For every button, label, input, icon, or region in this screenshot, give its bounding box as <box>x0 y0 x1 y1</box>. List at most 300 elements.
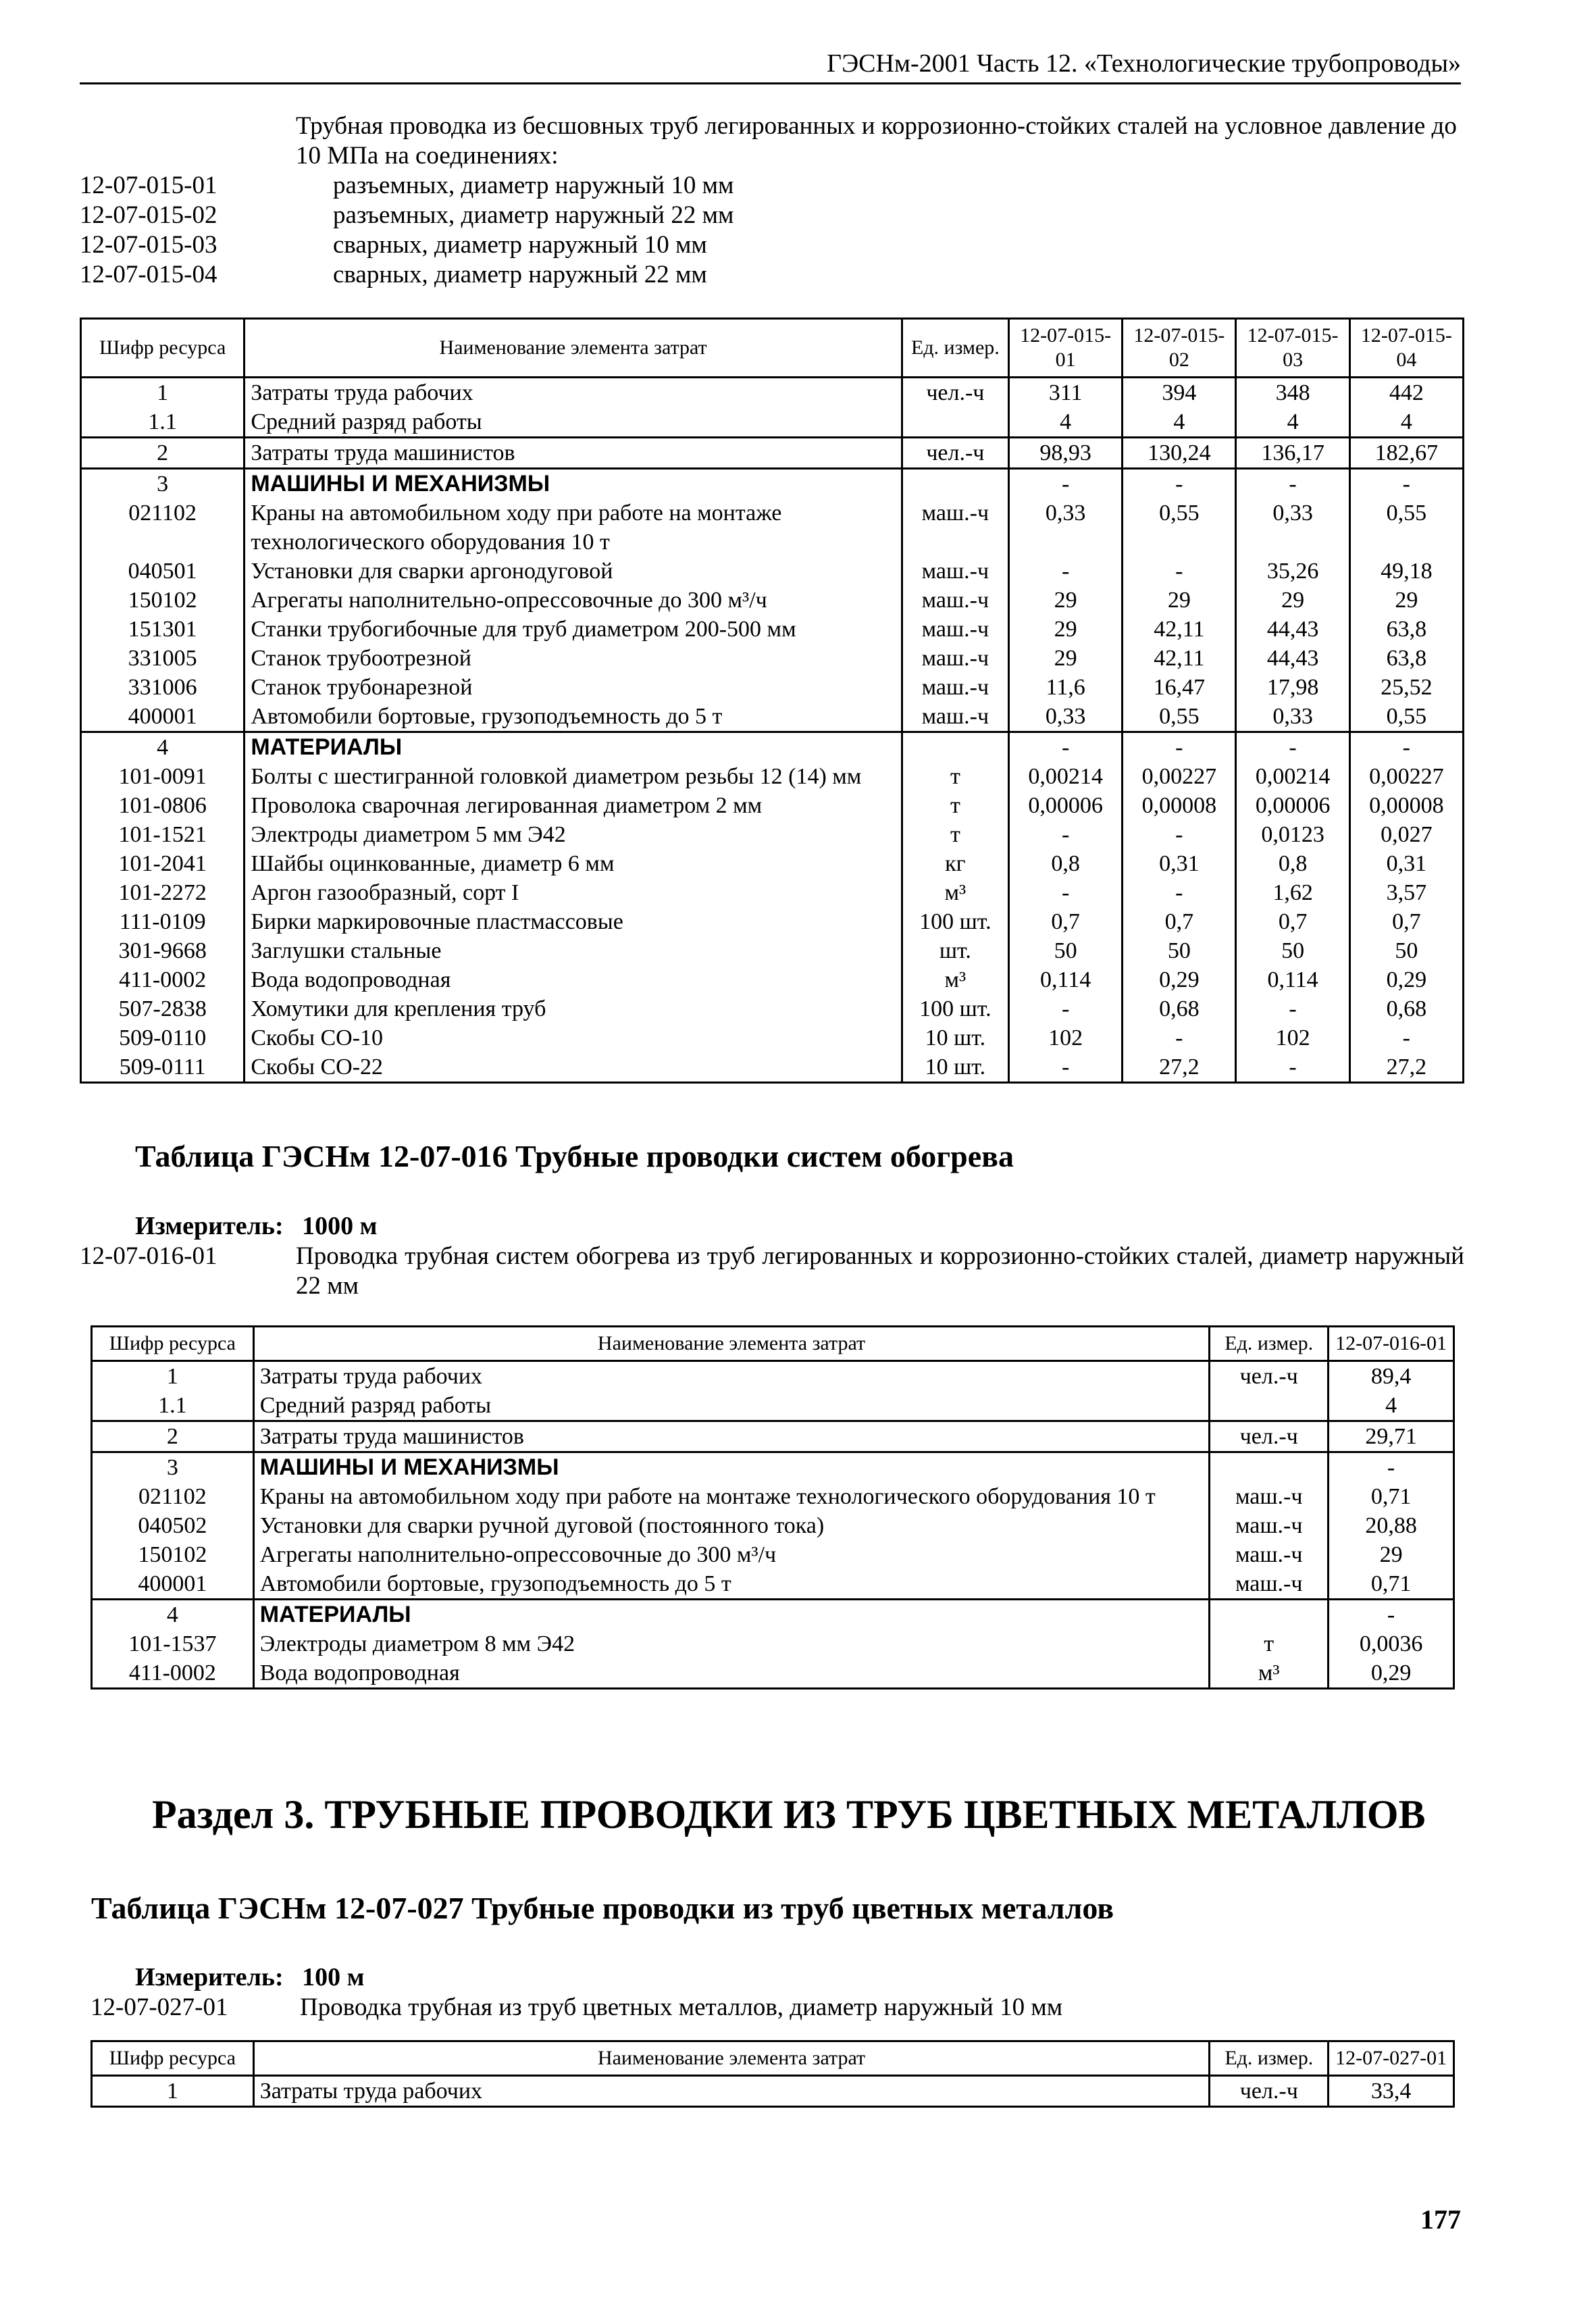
resource-code: 021102 <box>92 1482 254 1511</box>
cost-element-name: Краны на автомобильном ходу при работе на монтаже технологического оборудования 10 т <box>244 499 902 557</box>
column-header: Ед. измер. <box>902 319 1008 378</box>
resource-code: 301-9668 <box>81 936 244 965</box>
unit-of-measure: маш.-ч <box>902 702 1008 732</box>
resource-code: 1.1 <box>92 1391 254 1421</box>
table-row <box>81 791 1464 820</box>
column-header: 12-07-015-04 <box>1349 319 1463 378</box>
norm-value: 35,26 <box>1236 557 1349 586</box>
cost-element-name: МАШИНЫ И МЕХАНИЗМЫ <box>253 1452 1210 1483</box>
norm-value: 63,8 <box>1349 644 1463 673</box>
variant-desc: Проводка трубная систем обогрева из труб легированных и коррозионно-стойких сталей, диаметр наружный 22 мм <box>296 1242 1464 1300</box>
norm-value: - <box>1329 1452 1454 1483</box>
norm-value: 348 <box>1236 378 1349 408</box>
unit-of-measure: маш.-ч <box>1210 1482 1329 1511</box>
resource-code: 3 <box>92 1452 254 1483</box>
norm-value: 29 <box>1008 586 1122 615</box>
resource-code: 101-0806 <box>81 791 244 820</box>
norm-value: 25,52 <box>1349 673 1463 702</box>
norm-value: 311 <box>1008 378 1122 408</box>
unit-of-measure: м³ <box>902 965 1008 994</box>
unit-of-measure: 100 шт. <box>902 994 1008 1023</box>
unit-of-measure: чел.-ч <box>1210 1421 1329 1452</box>
cost-element-name: Заглушки стальные <box>244 936 902 965</box>
unit-of-measure: маш.-ч <box>1210 1569 1329 1600</box>
norm-value: - <box>1008 469 1122 499</box>
column-header: 12-07-015-02 <box>1123 319 1236 378</box>
resource-code: 1 <box>92 1361 254 1392</box>
column-header: Ед. измер. <box>1210 2041 1329 2076</box>
resource-code: 1 <box>92 2076 254 2107</box>
table-header-row <box>92 2041 1454 2076</box>
norm-value: 0,31 <box>1349 849 1463 878</box>
column-header: Наименование элемента затрат <box>253 1327 1210 1361</box>
table-body <box>81 378 1464 1083</box>
unit-of-measure: чел.-ч <box>1210 2076 1329 2107</box>
unit-of-measure <box>1210 1452 1329 1483</box>
norm-value: 0,33 <box>1236 702 1349 732</box>
table-12-07-015 <box>80 317 1464 1084</box>
norm-value: 29 <box>1008 644 1122 673</box>
table-row <box>92 1629 1454 1658</box>
cost-element-name: Скобы СО-10 <box>244 1023 902 1052</box>
norm-value: 20,88 <box>1329 1511 1454 1540</box>
cost-element-name: Затраты труда машинистов <box>244 438 902 469</box>
unit-of-measure <box>1210 1391 1329 1421</box>
column-header: 12-07-015-03 <box>1236 319 1349 378</box>
norm-value: - <box>1123 732 1236 763</box>
resource-code: 1.1 <box>81 407 244 438</box>
column-header: 12-07-027-01 <box>1329 2041 1454 2076</box>
resource-code: 2 <box>81 438 244 469</box>
norm-value: 33,4 <box>1329 2076 1454 2107</box>
norm-value: 49,18 <box>1349 557 1463 586</box>
table-row <box>92 1421 1454 1452</box>
table-027-meter <box>135 1962 365 1992</box>
cost-element-name: Аргон газообразный, сорт I <box>244 878 902 907</box>
norm-value: - <box>1349 469 1463 499</box>
norm-value: 0,55 <box>1349 702 1463 732</box>
table-12-07-016 <box>91 1325 1455 1689</box>
cost-element-name: Затраты труда рабочих <box>244 378 902 408</box>
section-row <box>81 469 1464 499</box>
table-row <box>81 936 1464 965</box>
unit-of-measure: т <box>1210 1629 1329 1658</box>
table-row <box>81 499 1464 557</box>
resource-code: 151301 <box>81 615 244 644</box>
cost-element-name: Бирки маркировочные пластмассовые <box>244 907 902 936</box>
resource-code: 101-1537 <box>92 1629 254 1658</box>
norm-value: - <box>1008 1052 1122 1083</box>
norm-value: 98,93 <box>1008 438 1122 469</box>
norm-value: 0,00006 <box>1236 791 1349 820</box>
norm-value: 3,57 <box>1349 878 1463 907</box>
section-row <box>92 1600 1454 1630</box>
norm-value: 4 <box>1349 407 1463 438</box>
table-row <box>81 378 1464 408</box>
norm-value: 42,11 <box>1123 615 1236 644</box>
norm-value: - <box>1236 469 1349 499</box>
norm-value: 0,00008 <box>1349 791 1463 820</box>
cost-element-name: Затраты труда машинистов <box>253 1421 1210 1452</box>
norm-value: 0,33 <box>1008 499 1122 557</box>
norm-value: 50 <box>1236 936 1349 965</box>
norm-value: 0,55 <box>1349 499 1463 557</box>
norm-value: 394 <box>1123 378 1236 408</box>
table-row <box>81 557 1464 586</box>
column-header: 12-07-016-01 <box>1329 1327 1454 1361</box>
norm-value: - <box>1008 994 1122 1023</box>
table-row <box>92 1540 1454 1569</box>
resource-code: 400001 <box>92 1569 254 1600</box>
norm-value: 11,6 <box>1008 673 1122 702</box>
table-row <box>92 1658 1454 1689</box>
cost-element-name: Вода водопроводная <box>253 1658 1210 1689</box>
norm-value: 102 <box>1236 1023 1349 1052</box>
norm-value: - <box>1236 732 1349 763</box>
variant-code: 12-07-015-03 <box>80 231 217 259</box>
norm-value: 0,00214 <box>1008 762 1122 791</box>
table-12-07-027 <box>91 2040 1455 2108</box>
unit-of-measure: чел.-ч <box>902 378 1008 408</box>
norm-value: - <box>1123 557 1236 586</box>
norm-value: 50 <box>1123 936 1236 965</box>
table-row <box>81 762 1464 791</box>
norm-value: - <box>1008 820 1122 849</box>
column-header: Шифр ресурса <box>92 2041 254 2076</box>
unit-of-measure: шт. <box>902 936 1008 965</box>
norm-value: 29 <box>1008 615 1122 644</box>
resource-code: 101-1521 <box>81 820 244 849</box>
table-row <box>81 820 1464 849</box>
table-027-variant <box>91 1993 1462 2023</box>
norm-value: 27,2 <box>1349 1052 1463 1083</box>
unit-of-measure <box>902 469 1008 499</box>
norm-value: 29,71 <box>1329 1421 1454 1452</box>
variant-desc: Проводка трубная из труб цветных металлов, диаметр наружный 10 мм <box>300 1993 1063 2021</box>
table-027-caption: Таблица ГЭСНм 12-07-027 Трубные проводки из труб цветных металлов <box>91 1891 1114 1925</box>
cost-element-name: Установки для сварки ручной дуговой (постоянного тока) <box>253 1511 1210 1540</box>
norm-value: 0,00227 <box>1349 762 1463 791</box>
meter-value: 1000 м <box>302 1212 378 1240</box>
page-number: 177 <box>1420 2204 1461 2235</box>
cost-element-name: Проволока сварочная легированная диаметром 2 мм <box>244 791 902 820</box>
resource-code: 3 <box>81 469 244 499</box>
norm-value: 4 <box>1329 1391 1454 1421</box>
cost-element-name: Электроды диаметром 8 мм Э42 <box>253 1629 1210 1658</box>
column-header: Наименование элемента затрат <box>244 319 902 378</box>
table-row <box>92 1482 1454 1511</box>
norm-value: 0,0123 <box>1236 820 1349 849</box>
unit-of-measure <box>902 407 1008 438</box>
table-row <box>92 1391 1454 1421</box>
unit-of-measure: т <box>902 791 1008 820</box>
norm-value: 0,29 <box>1349 965 1463 994</box>
unit-of-measure: маш.-ч <box>902 615 1008 644</box>
block1-variants <box>80 171 1464 290</box>
norm-value: 0,00214 <box>1236 762 1349 791</box>
table-row <box>81 907 1464 936</box>
unit-of-measure: маш.-ч <box>902 557 1008 586</box>
norm-value: 1,62 <box>1236 878 1349 907</box>
norm-value: 4 <box>1236 407 1349 438</box>
norm-value: 50 <box>1008 936 1122 965</box>
table-row <box>81 586 1464 615</box>
table-row <box>81 994 1464 1023</box>
unit-of-measure <box>902 732 1008 763</box>
resource-code: 509-0111 <box>81 1052 244 1083</box>
table-row <box>81 673 1464 702</box>
unit-of-measure: м³ <box>1210 1658 1329 1689</box>
meter-label: Измеритель: <box>135 1212 284 1240</box>
running-head: ГЭСНм-2001 Часть 12. «Технологические трубопроводы» <box>827 49 1461 78</box>
norm-value: 0,55 <box>1123 499 1236 557</box>
resource-code: 2 <box>92 1421 254 1452</box>
norm-value: 0,71 <box>1329 1569 1454 1600</box>
table-016-variant <box>80 1242 1464 1301</box>
norm-value: 0,7 <box>1236 907 1349 936</box>
norm-value: 29 <box>1236 586 1349 615</box>
meter-label: Измеритель: <box>135 1963 284 1991</box>
variant-desc: сварных, диаметр наружный 22 мм <box>333 261 707 288</box>
variant-desc: разъемных, диаметр наружный 22 мм <box>333 201 734 229</box>
norm-value: 0,7 <box>1123 907 1236 936</box>
cost-element-name: МАШИНЫ И МЕХАНИЗМЫ <box>244 469 902 499</box>
norm-value: 42,11 <box>1123 644 1236 673</box>
unit-of-measure: м³ <box>902 878 1008 907</box>
block1-lead: Трубная проводка из бесшовных труб легированных и коррозионно-стойких сталей на условное давление до 10 МПа на соединениях: <box>296 112 1457 170</box>
resource-code: 411-0002 <box>92 1658 254 1689</box>
resource-code: 1 <box>81 378 244 408</box>
cost-element-name: Скобы СО-22 <box>244 1052 902 1083</box>
norm-value: 0,114 <box>1008 965 1122 994</box>
cost-element-name: Установки для сварки аргонодуговой <box>244 557 902 586</box>
norm-value: 16,47 <box>1123 673 1236 702</box>
norm-value: 50 <box>1349 936 1463 965</box>
table-row <box>81 849 1464 878</box>
norm-value: 0,55 <box>1123 702 1236 732</box>
cost-element-name: Станок трубоотрезной <box>244 644 902 673</box>
variant-code: 12-07-015-04 <box>80 261 217 288</box>
norm-value: 44,43 <box>1236 644 1349 673</box>
norm-value: 0,114 <box>1236 965 1349 994</box>
norm-value: 0,71 <box>1329 1482 1454 1511</box>
table-row <box>92 2076 1454 2107</box>
cost-element-name: Автомобили бортовые, грузоподъемность до 5 т <box>253 1569 1210 1600</box>
resource-code: 507-2838 <box>81 994 244 1023</box>
unit-of-measure: маш.-ч <box>1210 1540 1329 1569</box>
norm-value: 63,8 <box>1349 615 1463 644</box>
cost-element-name: Болты с шестигранной головкой диаметром резьбы 12 (14) мм <box>244 762 902 791</box>
norm-value: - <box>1123 820 1236 849</box>
cost-element-name: МАТЕРИАЛЫ <box>244 732 902 763</box>
cost-element-name: Агрегаты наполнительно-опрессовочные до 300 м³/ч <box>244 586 902 615</box>
cost-element-name: Станок трубонарезной <box>244 673 902 702</box>
resource-code: 101-2272 <box>81 878 244 907</box>
norm-value: 0,29 <box>1123 965 1236 994</box>
unit-of-measure: чел.-ч <box>902 438 1008 469</box>
norm-value: 0,33 <box>1236 499 1349 557</box>
norm-value: 4 <box>1123 407 1236 438</box>
variant-row <box>80 201 1464 230</box>
unit-of-measure: чел.-ч <box>1210 1361 1329 1392</box>
column-header: Наименование элемента затрат <box>253 2041 1210 2076</box>
resource-code: 331005 <box>81 644 244 673</box>
table-row <box>81 1052 1464 1083</box>
resource-code: 331006 <box>81 673 244 702</box>
variant-code: 12-07-016-01 <box>80 1242 217 1270</box>
norm-value: - <box>1236 1052 1349 1083</box>
block1-intro <box>80 111 1464 290</box>
norm-value: 17,98 <box>1236 673 1349 702</box>
norm-value: 0,68 <box>1123 994 1236 1023</box>
norm-value: 102 <box>1008 1023 1122 1052</box>
unit-of-measure: 100 шт. <box>902 907 1008 936</box>
cost-element-name: Шайбы оцинкованные, диаметр 6 мм <box>244 849 902 878</box>
norm-value: 0,00227 <box>1123 762 1236 791</box>
table-body <box>92 2076 1454 2107</box>
norm-value: 130,24 <box>1123 438 1236 469</box>
resource-code: 509-0110 <box>81 1023 244 1052</box>
norm-value: 29 <box>1349 586 1463 615</box>
resource-code: 150102 <box>92 1540 254 1569</box>
norm-value: - <box>1349 1023 1463 1052</box>
meter-value: 100 м <box>302 1963 365 1991</box>
variant-row <box>80 260 1464 290</box>
unit-of-measure: кг <box>902 849 1008 878</box>
norm-value: 29 <box>1123 586 1236 615</box>
table-row <box>81 1023 1464 1052</box>
cost-element-name: Средний разряд работы <box>244 407 902 438</box>
cost-element-name: Агрегаты наполнительно-опрессовочные до 300 м³/ч <box>253 1540 1210 1569</box>
norm-value: - <box>1008 878 1122 907</box>
table-row <box>81 965 1464 994</box>
resource-code: 021102 <box>81 499 244 557</box>
resource-code: 111-0109 <box>81 907 244 936</box>
section-row <box>81 732 1464 763</box>
resource-code: 4 <box>81 732 244 763</box>
norm-value: 0,0036 <box>1329 1629 1454 1658</box>
resource-code: 040502 <box>92 1511 254 1540</box>
cost-element-name: Хомутики для крепления труб <box>244 994 902 1023</box>
norm-value: 0,027 <box>1349 820 1463 849</box>
resource-code: 4 <box>92 1600 254 1630</box>
norm-value: 136,17 <box>1236 438 1349 469</box>
resource-code: 040501 <box>81 557 244 586</box>
variant-code: 12-07-015-01 <box>80 172 217 199</box>
section-3-title: Раздел 3. ТРУБНЫЕ ПРОВОДКИ ИЗ ТРУБ ЦВЕТНЫХ МЕТАЛЛОВ <box>152 1792 1426 1837</box>
norm-value: - <box>1008 557 1122 586</box>
column-header: Шифр ресурса <box>81 319 244 378</box>
norm-value: 182,67 <box>1349 438 1463 469</box>
column-header: Шифр ресурса <box>92 1327 254 1361</box>
table-row <box>92 1511 1454 1540</box>
unit-of-measure <box>1210 1600 1329 1630</box>
variant-code: 12-07-027-01 <box>91 1993 228 2021</box>
cost-element-name: Затраты труда рабочих <box>253 2076 1210 2107</box>
unit-of-measure: маш.-ч <box>902 499 1008 557</box>
unit-of-measure: маш.-ч <box>902 673 1008 702</box>
resource-code: 101-2041 <box>81 849 244 878</box>
variant-row <box>80 171 1464 201</box>
table-header-row <box>92 1327 1454 1361</box>
variant-desc: сварных, диаметр наружный 10 мм <box>333 231 707 259</box>
table-row <box>81 407 1464 438</box>
norm-value: - <box>1008 732 1122 763</box>
norm-value: - <box>1123 878 1236 907</box>
norm-value: 0,29 <box>1329 1658 1454 1689</box>
resource-code: 411-0002 <box>81 965 244 994</box>
cost-element-name: Автомобили бортовые, грузоподъемность до 5 т <box>244 702 902 732</box>
table-row <box>92 1569 1454 1600</box>
table-016-meter <box>135 1211 378 1241</box>
norm-value: 4 <box>1008 407 1122 438</box>
cost-element-name: Краны на автомобильном ходу при работе на монтаже технологического оборудования 10 т <box>253 1482 1210 1511</box>
norm-value: - <box>1123 469 1236 499</box>
norm-value: 442 <box>1349 378 1463 408</box>
norm-value: - <box>1329 1600 1454 1630</box>
unit-of-measure: маш.-ч <box>1210 1511 1329 1540</box>
norm-value: 0,00006 <box>1008 791 1122 820</box>
norm-value: 0,00008 <box>1123 791 1236 820</box>
norm-value: - <box>1236 994 1349 1023</box>
table-row <box>81 644 1464 673</box>
norm-value: 0,7 <box>1349 907 1463 936</box>
norm-value: 0,33 <box>1008 702 1122 732</box>
table-016-caption: Таблица ГЭСНм 12-07-016 Трубные проводки систем обогрева <box>135 1139 1014 1173</box>
variant-desc: разъемных, диаметр наружный 10 мм <box>333 172 734 199</box>
table-row <box>81 702 1464 732</box>
norm-value: 0,31 <box>1123 849 1236 878</box>
norm-value: 44,43 <box>1236 615 1349 644</box>
norm-value: 0,68 <box>1349 994 1463 1023</box>
unit-of-measure: 10 шт. <box>902 1052 1008 1083</box>
unit-of-measure: маш.-ч <box>902 644 1008 673</box>
unit-of-measure: т <box>902 762 1008 791</box>
table-body <box>92 1361 1454 1689</box>
header-rule <box>80 82 1461 84</box>
norm-value: - <box>1349 732 1463 763</box>
unit-of-measure: маш.-ч <box>902 586 1008 615</box>
table-row <box>81 878 1464 907</box>
resource-code: 150102 <box>81 586 244 615</box>
variant-row <box>80 230 1464 260</box>
norm-value: - <box>1123 1023 1236 1052</box>
cost-element-name: Электроды диаметром 5 мм Э42 <box>244 820 902 849</box>
norm-value: 0,8 <box>1008 849 1122 878</box>
column-header: Ед. измер. <box>1210 1327 1329 1361</box>
norm-value: 0,8 <box>1236 849 1349 878</box>
variant-code: 12-07-015-02 <box>80 201 217 229</box>
unit-of-measure: 10 шт. <box>902 1023 1008 1052</box>
cost-element-name: МАТЕРИАЛЫ <box>253 1600 1210 1630</box>
unit-of-measure: т <box>902 820 1008 849</box>
norm-value: 29 <box>1329 1540 1454 1569</box>
table-row <box>81 438 1464 469</box>
resource-code: 101-0091 <box>81 762 244 791</box>
norm-value: 89,4 <box>1329 1361 1454 1392</box>
table-row <box>92 1361 1454 1392</box>
norm-value: 0,7 <box>1008 907 1122 936</box>
cost-element-name: Станки трубогибочные для труб диаметром 200-500 мм <box>244 615 902 644</box>
table-header-row <box>81 319 1464 378</box>
cost-element-name: Средний разряд работы <box>253 1391 1210 1421</box>
norm-value: 27,2 <box>1123 1052 1236 1083</box>
cost-element-name: Вода водопроводная <box>244 965 902 994</box>
cost-element-name: Затраты труда рабочих <box>253 1361 1210 1392</box>
table-row <box>81 615 1464 644</box>
column-header: 12-07-015-01 <box>1008 319 1122 378</box>
section-row <box>92 1452 1454 1483</box>
